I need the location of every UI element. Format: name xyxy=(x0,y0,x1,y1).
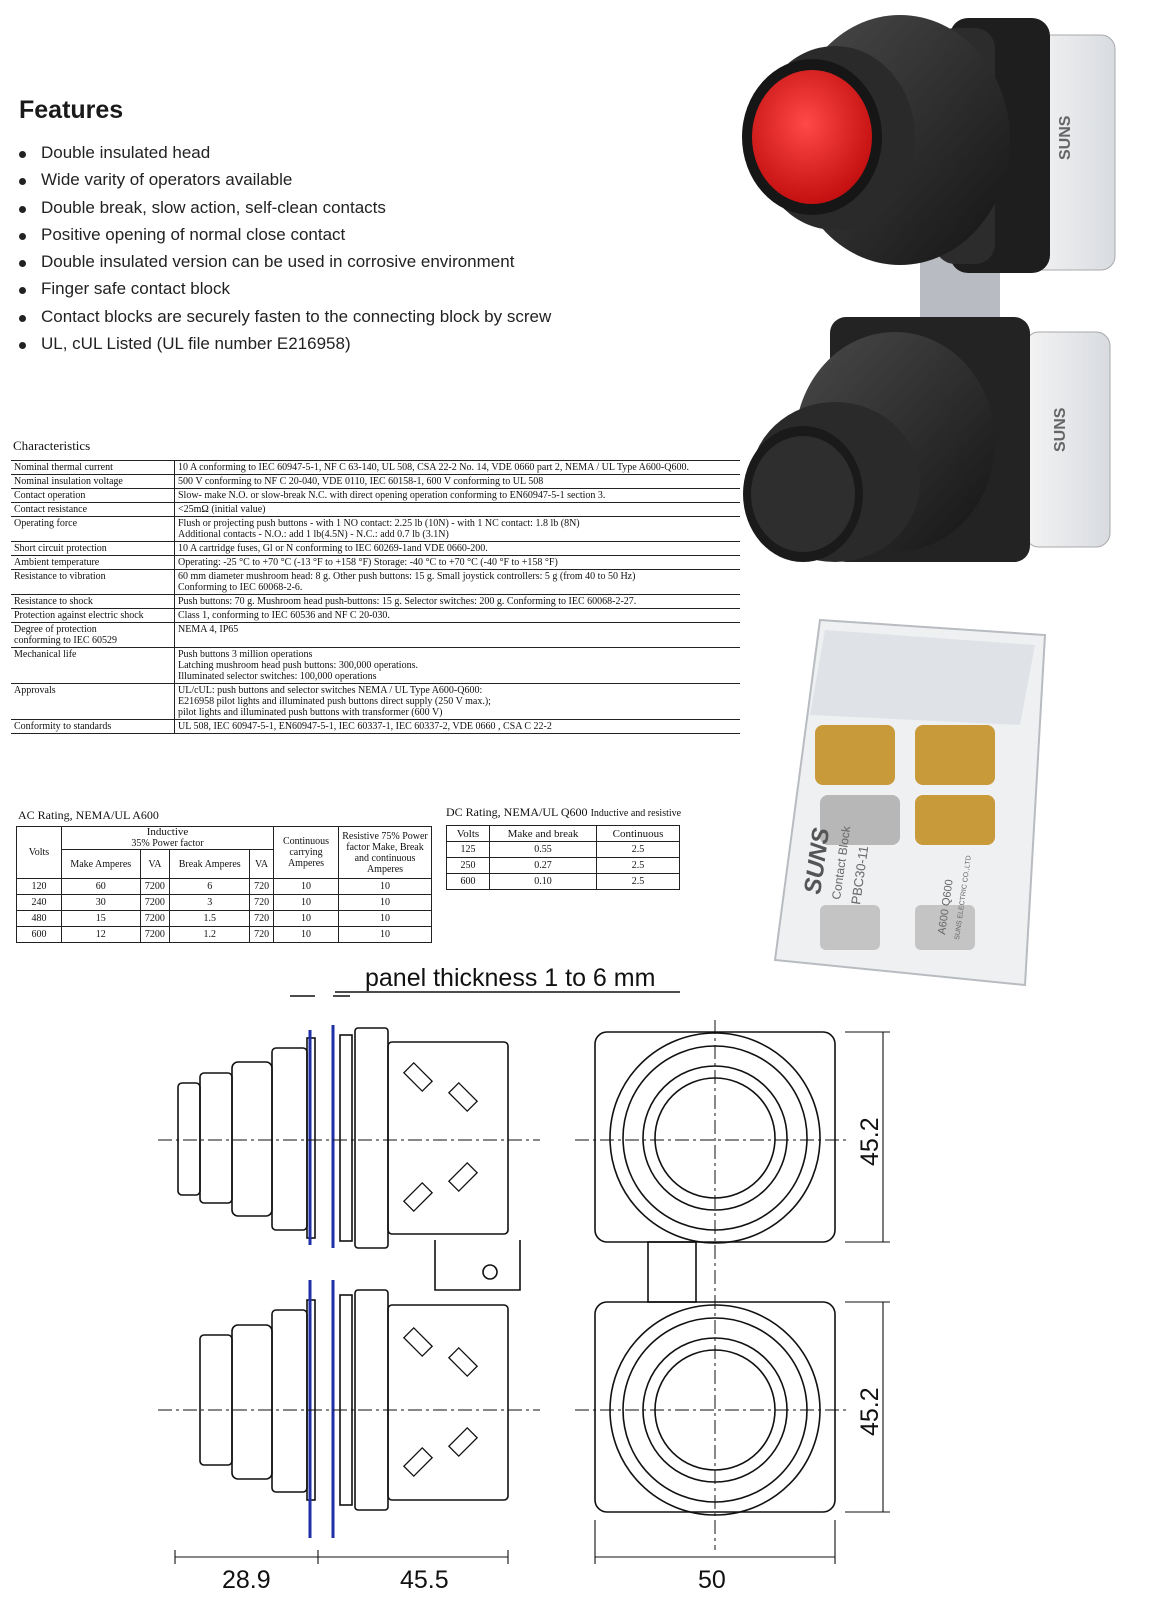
contact-block-brand: SUNS xyxy=(799,826,836,896)
characteristic-value-line: UL 508, IEC 60947-5-1, EN60947-5-1, IEC 60337-1, IEC 60337-2, VDE 0660 , CSA C 22-2 xyxy=(178,721,552,732)
dc-rating-caption-note: Inductive and resistive xyxy=(590,808,682,819)
characteristics-row xyxy=(11,684,740,720)
ac-rating-row xyxy=(17,927,432,943)
characteristic-value-line: UL/cUL: push buttons and selector switches NEMA / UL Type A600-Q600: xyxy=(178,685,483,696)
ac-rating-cell: 1.5 xyxy=(170,911,250,927)
ac-rating-cell: 3 xyxy=(170,895,250,911)
dc-rating-cell: 0.55 xyxy=(490,842,597,858)
characteristic-name xyxy=(11,684,175,720)
characteristic-value xyxy=(175,609,741,623)
feature-item: Double break, slow action, self-clean contacts xyxy=(18,197,551,224)
characteristics-row xyxy=(11,503,740,517)
characteristics-row xyxy=(11,556,740,570)
characteristics-row xyxy=(11,623,740,648)
ac-rating-cell: 7200 xyxy=(140,879,170,895)
ac-rating-cell: 15 xyxy=(62,911,141,927)
dim-height-bottom: 45.2 xyxy=(856,1387,884,1436)
characteristic-name xyxy=(11,648,175,684)
characteristics-row xyxy=(11,489,740,503)
characteristic-value-line: Latching mushroom head push buttons: 300,000 operations. xyxy=(178,660,418,671)
feature-item: Wide varity of operators available xyxy=(18,169,551,196)
ac-header-inductive-label: Inductive xyxy=(146,826,189,838)
characteristic-value xyxy=(175,503,741,517)
characteristic-value xyxy=(175,556,741,570)
characteristic-value-line: 500 V conforming to NF C 20-040, VDE 0110, IEC 60158-1, 600 V conforming to UL 508 xyxy=(178,476,544,487)
characteristic-name xyxy=(11,556,175,570)
ac-rating-cell: 60 xyxy=(62,879,141,895)
ac-rating-cell: 240 xyxy=(17,895,62,911)
ac-rating-row xyxy=(17,879,432,895)
characteristic-value-line: Class 1, conforming to IEC 60536 and NF C 20-030. xyxy=(178,610,390,621)
ac-rating-cell: 120 xyxy=(17,879,62,895)
characteristic-name xyxy=(11,503,175,517)
characteristics-row xyxy=(11,609,740,623)
characteristic-value-line: 60 mm diameter mushroom head: 8 g. Other push buttons: 15 g. Small joystick controllers: 5 g (from 40 to 50 Hz) xyxy=(178,571,636,582)
characteristic-value xyxy=(175,595,741,609)
ac-rating-row xyxy=(17,911,432,927)
characteristic-value-line: <25mΩ (initial value) xyxy=(178,504,266,515)
characteristic-value xyxy=(175,461,741,475)
ac-rating-cell: 720 xyxy=(250,911,274,927)
characteristic-value xyxy=(175,570,741,595)
characteristic-value-line: Push buttons 3 million operations xyxy=(178,649,313,660)
dc-header-volts: Volts xyxy=(447,826,490,842)
dim-width: 50 xyxy=(698,1566,726,1594)
dim-depth-front: 28.9 xyxy=(222,1566,271,1594)
characteristic-value xyxy=(175,489,741,503)
dc-rating-row xyxy=(447,842,680,858)
characteristic-name-line: Ambient temperature xyxy=(14,557,100,568)
characteristic-value-line: pilot lights and illuminated push buttons with transformer (600 V) xyxy=(178,707,443,718)
characteristic-name-line: Nominal insulation voltage xyxy=(14,476,123,487)
ac-rating-cell: 600 xyxy=(17,927,62,943)
characteristics-row xyxy=(11,542,740,556)
ac-header-inductive xyxy=(62,827,274,850)
dim-depth-rear: 45.5 xyxy=(400,1566,449,1594)
characteristic-name xyxy=(11,489,175,503)
characteristic-value xyxy=(175,684,741,720)
ac-header-make-amperes: Make Amperes xyxy=(62,850,141,879)
characteristic-value-line: Operating: -25 °C to +70 °C (-13 °F to +158 °F) Storage: -40 °C to +70 °C (-40 °F to +158 °F) xyxy=(178,557,558,568)
ac-header-break-amperes: Break Amperes xyxy=(170,850,250,879)
brand-mark-top: SUNS xyxy=(1057,115,1074,160)
ac-rating-cell: 10 xyxy=(339,895,432,911)
characteristic-name-line: Protection against electric shock xyxy=(14,610,144,621)
characteristic-value-line: Push buttons: 70 g. Mushroom head push-buttons: 15 g. Selector switches: 200 g. Conforming to IEC 60068-2-27. xyxy=(178,596,637,607)
ac-rating-cell: 12 xyxy=(62,927,141,943)
dimension-drawing xyxy=(150,964,910,1600)
ac-header-va: VA xyxy=(140,850,170,879)
characteristics-row xyxy=(11,475,740,489)
ac-header-va-break: VA xyxy=(250,850,274,879)
characteristics-row xyxy=(11,570,740,595)
characteristic-name-line: conforming to IEC 60529 xyxy=(14,635,118,646)
characteristic-name xyxy=(11,517,175,542)
characteristic-value-line: Conforming to IEC 60068-2-6. xyxy=(178,582,303,593)
characteristic-value-line: 10 A cartridge fuses, Gl or N conforming to IEC 60269-1and VDE 0660-200. xyxy=(178,543,488,554)
characteristic-value xyxy=(175,623,741,648)
dc-rating-cell: 125 xyxy=(447,842,490,858)
ac-rating-caption: AC Rating, NEMA/UL A600 xyxy=(18,808,159,822)
features-heading: Features xyxy=(19,96,124,124)
characteristics-row xyxy=(11,595,740,609)
ac-header-resistive: Resistive 75% Power factor Make, Break and continuous Amperes xyxy=(339,827,432,879)
feature-item: Contact blocks are securely fasten to the connecting block by screw xyxy=(18,306,551,333)
dc-rating-caption-main: DC Rating, NEMA/UL Q600 xyxy=(446,805,588,819)
dc-rating-cell: 250 xyxy=(447,858,490,874)
brand-mark-bottom: SUNS xyxy=(1052,407,1069,452)
contact-block-rating: A600 Q600 xyxy=(936,878,956,936)
ac-rating-cell: 480 xyxy=(17,911,62,927)
feature-item: Double insulated head xyxy=(18,142,551,169)
ac-rating-cell: 1.2 xyxy=(170,927,250,943)
characteristic-name-line: Approvals xyxy=(14,685,56,696)
black-pushbutton-photo xyxy=(735,312,1115,572)
dc-header-continuous: Continuous xyxy=(597,826,680,842)
dc-rating-row xyxy=(447,858,680,874)
characteristic-name xyxy=(11,609,175,623)
features-list xyxy=(18,142,551,360)
characteristic-name xyxy=(11,461,175,475)
ac-header-inductive-pf: 35% Power factor xyxy=(131,838,204,849)
characteristic-value-line: Additional contacts - N.O.: add 1 lb(4.5N) - N.C.: add 0.7 lb (3.1N) xyxy=(178,529,449,540)
dc-rating-row xyxy=(447,874,680,890)
ac-rating-cell: 10 xyxy=(274,895,339,911)
dc-header-make-break: Make and break xyxy=(490,826,597,842)
dc-rating-cell: 2.5 xyxy=(597,874,680,890)
contact-block-model: PBC30-11 xyxy=(848,844,872,906)
characteristic-name-line: Operating force xyxy=(14,518,78,529)
dc-rating-cell: 2.5 xyxy=(597,858,680,874)
characteristics-row xyxy=(11,517,740,542)
ac-rating-table xyxy=(16,826,432,943)
characteristic-value xyxy=(175,475,741,489)
characteristic-name-line: Short circuit protection xyxy=(14,543,107,554)
dc-rating-table xyxy=(446,825,680,890)
characteristic-value-line: Flush or projecting push buttons - with 1 NO contact: 2.25 lb (10N) - with 1 NC contact: 1.8 lb (8N) xyxy=(178,518,580,529)
ac-rating-cell: 7200 xyxy=(140,895,170,911)
ac-header-continuous: Continuous carrying Amperes xyxy=(274,827,339,879)
dim-height-top: 45.2 xyxy=(856,1117,884,1166)
ac-rating-cell: 10 xyxy=(274,879,339,895)
characteristics-table xyxy=(11,460,740,734)
characteristic-value xyxy=(175,720,741,734)
ac-rating-cell: 10 xyxy=(274,911,339,927)
ac-rating-cell: 10 xyxy=(274,927,339,943)
characteristic-name-line: Contact resistance xyxy=(14,504,88,515)
characteristic-name xyxy=(11,595,175,609)
ac-rating-row xyxy=(17,895,432,911)
ac-rating-cell: 10 xyxy=(339,879,432,895)
dc-rating-cell: 0.27 xyxy=(490,858,597,874)
characteristics-row xyxy=(11,461,740,475)
characteristic-name-line: Nominal thermal current xyxy=(14,462,113,473)
characteristic-name xyxy=(11,570,175,595)
characteristic-name-line: Degree of protection xyxy=(14,624,97,635)
characteristic-value xyxy=(175,542,741,556)
characteristic-name xyxy=(11,542,175,556)
characteristic-value xyxy=(175,648,741,684)
ac-rating-cell: 720 xyxy=(250,927,274,943)
characteristic-value-line: NEMA 4, IP65 xyxy=(178,624,239,635)
characteristics-heading: Characteristics xyxy=(13,438,91,453)
characteristics-row xyxy=(11,720,740,734)
contact-block-maker: SUNS ELECTRIC CO.,LTD xyxy=(954,855,973,941)
characteristic-name-line: Contact operation xyxy=(14,490,86,501)
characteristic-value xyxy=(175,517,741,542)
characteristic-name xyxy=(11,720,175,734)
feature-item: UL, cUL Listed (UL file number E216958) xyxy=(18,333,551,360)
dc-rating-cell: 2.5 xyxy=(597,842,680,858)
ac-rating-cell: 7200 xyxy=(140,911,170,927)
characteristic-value-line: Slow- make N.O. or slow-break N.C. with direct opening operation conforming to EN60947-5-1 section 3. xyxy=(178,490,606,501)
characteristics-row xyxy=(11,648,740,684)
ac-rating-cell: 720 xyxy=(250,895,274,911)
characteristic-value-line: Illuminated selector switches: 100,000 operations xyxy=(178,671,377,682)
characteristic-name-line: Mechanical life xyxy=(14,649,77,660)
dc-rating-caption xyxy=(446,805,681,820)
characteristic-name-line: Resistance to vibration xyxy=(14,571,106,582)
characteristic-value-line: E216958 pilot lights and illuminated push buttons direct supply (250 V max.); xyxy=(178,696,491,707)
panel-thickness-label: panel thickness 1 to 6 mm xyxy=(365,964,656,992)
characteristic-name xyxy=(11,475,175,489)
characteristic-name-line: Conformity to standards xyxy=(14,721,112,732)
characteristic-name-line: Resistance to shock xyxy=(14,596,93,607)
contact-block-label: Contact Block xyxy=(829,825,854,901)
ac-rating-cell: 7200 xyxy=(140,927,170,943)
ac-rating-cell: 10 xyxy=(339,927,432,943)
ac-header-volts: Volts xyxy=(17,827,62,879)
ac-rating-cell: 30 xyxy=(62,895,141,911)
ac-rating-cell: 6 xyxy=(170,879,250,895)
ac-rating-cell: 10 xyxy=(339,911,432,927)
feature-item: Finger safe contact block xyxy=(18,278,551,305)
characteristic-name xyxy=(11,623,175,648)
red-pushbutton-photo xyxy=(730,10,1125,330)
dc-rating-cell: 600 xyxy=(447,874,490,890)
contact-block-photo xyxy=(765,605,1055,995)
ac-rating-cell: 720 xyxy=(250,879,274,895)
feature-item: Double insulated version can be used in corrosive environment xyxy=(18,251,551,278)
feature-item: Positive opening of normal close contact xyxy=(18,224,551,251)
dc-rating-cell: 0.10 xyxy=(490,874,597,890)
characteristic-value-line: 10 A conforming to IEC 60947-5-1, NF C 63-140, UL 508, CSA 22-2 No. 14, VDE 0660 part 2, NEMA / UL Type A600-Q600. xyxy=(178,462,689,473)
